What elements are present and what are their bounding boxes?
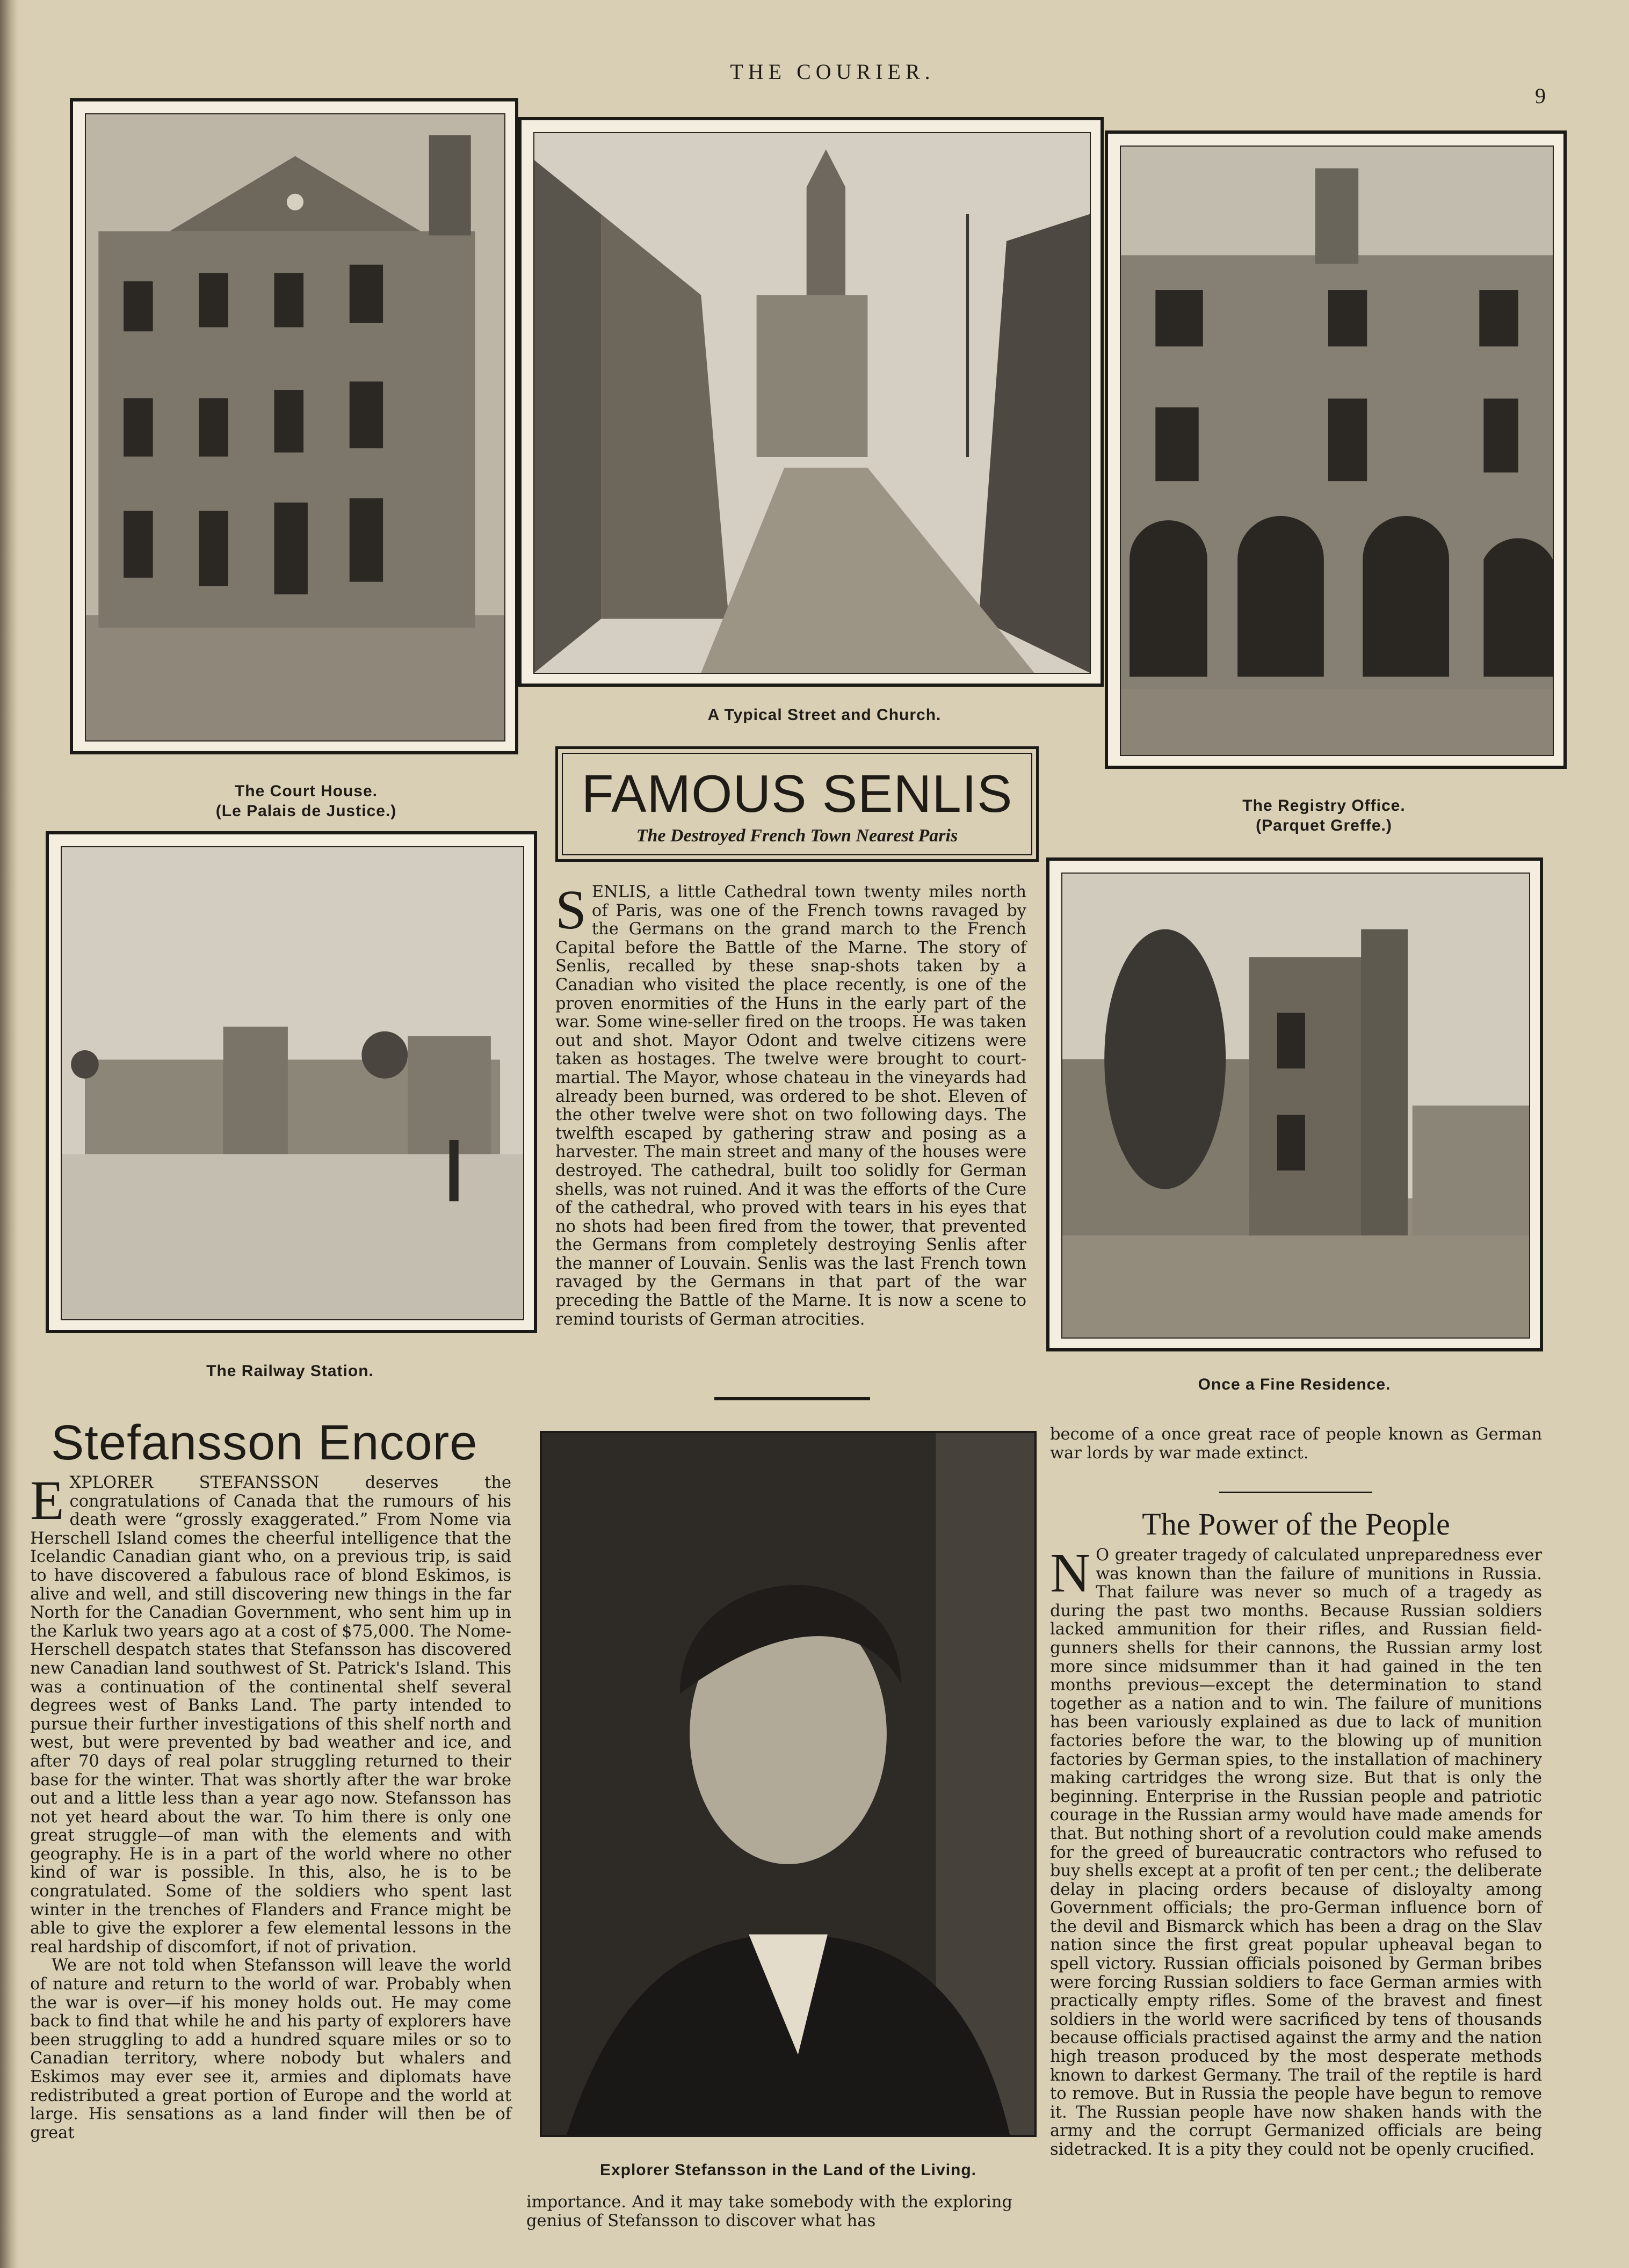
photo-registry-office [1105, 130, 1567, 769]
photo-railway-station [46, 831, 537, 1333]
page-number: 9 [1535, 84, 1546, 108]
caption-court-house: The Court House. (Le Palais de Justice.) [215, 782, 397, 820]
stefansson-article: EXPLORER STEFANSSON deserves the congratulations of Canada that the rumours of his death were “grossly exaggerated.” From Nome via Herschell Island comes the cheerful intelligence that the Icelandic Canadian giant who, on a previous trip, is said to have discovered a fabulous race of blond Eskimos, is alive and well, and still discovering new things in the far North for the Canadian Government, who sent him up in the Karluk two years ago at a cost of $75,000. The Nome-Herschell despatch states that Stefansson has discovered new Canadian land southwest of St. Patrick's Island. This was a continuation of the continental shelf several degrees west of Banks Land. The party intended to pursue their further investigations of this shelf north and west, but were prevented by bad weather and ice, and after 70 days of real polar struggling returned to their base for the winter. That was shortly after the war broke out and a little less than a year ago now. Stefansson has not yet heard about the war. To him there is only one great struggle—of man with the elements and with geography. He is in a part of the world where no other kind of war is possible. In this, also, he is to be congratulated. Some of the soldiers who spent last winter in the trenches of Flanders and France might be able to give the explorer a few elemental lessons in the real hardship of discomfort, if not of privation. We are not told when Stefansson will leave the world of nature and return to the world of war. Probably when the war is over—if his money holds out. He may come back to find that while he and his party of explorers have been struggling to add a hundred square miles or so to Canadian territory, where nobody but whalers and Eskimos may ever see it, armies and diplomats have redistributed a great portion of Europe and the world at large. His sensations as a land finder will then be of great [30, 1470, 511, 2142]
photo-stefansson [540, 1431, 1037, 2137]
caption-stefansson: Explorer Stefansson in the Land of the Living. [599, 2161, 977, 2179]
senlis-subhead: The Destroyed French Town Nearest Paris [636, 826, 958, 846]
senlis-title-box [555, 746, 1039, 862]
caption-railway-station: The Railway Station. [206, 1362, 374, 1380]
photo-court-house [70, 98, 518, 754]
caption-fine-residence: Once a Fine Residence. [1198, 1376, 1391, 1393]
power-headline: The Power of the People [1142, 1507, 1450, 1542]
street-church-image [534, 133, 1090, 673]
railway-station-image [62, 847, 523, 1319]
power-dropcap: N [1050, 1542, 1091, 1604]
stefansson-dropcap: E [30, 1470, 64, 1531]
binding-gutter [0, 0, 18, 2268]
registry-office-image [1121, 147, 1553, 755]
caption-street-church: A Typical Street and Church. [707, 706, 942, 724]
stefansson-continued: importance. And it may take somebody with the exploring genius of Stefansson to discover what has [526, 2193, 1012, 2230]
photo-fine-residence [1046, 857, 1543, 1351]
photo-street-church [518, 117, 1104, 687]
senlis-headline: FAMOUS SENLIS [581, 764, 1013, 823]
stefansson-portrait-image [542, 1433, 1034, 2135]
fine-residence-image [1062, 874, 1529, 1337]
senlis-dropcap: S [555, 879, 587, 941]
stefansson-continued-col3: become of a once great race of people known as German war lords by war made extinct. [1050, 1425, 1542, 1463]
court-house-image [86, 114, 504, 740]
section-rule [714, 1397, 870, 1400]
caption-registry-office: The Registry Office. (Parquet Greffe.) [1242, 797, 1406, 834]
stefansson-headline: Stefansson Encore [51, 1415, 478, 1470]
column-rule [1219, 1492, 1372, 1493]
power-article: N O greater tragedy of calculated unpreparedness ever was known than the failure of munitions in Russia. That failure was never so much of a tragedy as during the past two months. Because Russian soldiers lacked ammunition for their rifles, and Russian field-gunners shells for their cannons, the Russian army lost more since midsummer than it had gained in the ten months previous—except the determination to stand together as a nation and to win. The failure of munitions has been variously explained as due to lack of munition factories before the war, to the blowing up of munition factories by German spies, to the installation of machinery making cartridges the wrong size. But that is only the beginning. Enterprise in the Russian people and patriotic courage in the Russian army would have made amends for that. But nothing short of a revolution could make amends for the greed of bureaucratic contractors who refused to buy shells except at a profit of ten per cent.; the deliberate delay in placing orders because of disloyalty among Government officials; the pro-German influence born of the devil and Bismarck which has been a drag on the Slav nation since the first great popular upheaval began to spell victory. Russian officials poisoned by German bribes were forcing Russian soldiers to face German armies with practically empty rifles. Some of the bravest and finest soldiers in the world were sacrificed by tens of thousands because officials practised against the army and the nation high treason produced by the most desperate methods known to darkest Germany. The trail of the reptile is hard to remove. But in Russia the people have begun to remove it. The Russian people have now shaken hands with the army and the corrupt Germanized officials are being sidetracked. It is a pity they could not be openly crucified. [1050, 1542, 1542, 2159]
senlis-article: SENLIS, a little Cathedral town twenty miles north of Paris, was one of the French towns ravaged by the Germans on the grand march to the French Capital before the Battle of the Marne. The story of Senlis, recalled by these snap-shots taken by a Canadian who visited the place recently, is one of the proven enormities of the Huns in the early part of the war. Some wine-seller fired on the troops. He was taken out and shot. Mayor Odont and twelve citizens were taken as hostages. The twelve were brought to court-martial. The Mayor, whose chateau in the vineyards had already been burned, was ordered to be shot. Eleven of the other twelve were shot on two following days. The twelfth escaped by gathering straw and posing as a harvester. The main street and many of the houses were destroyed. The cathedral, built too solidly for German shells, was not ruined. And it was the efforts of the Cure of the cathedral, who proved with tears in his eyes that no shots had been fired from the tower, that prevented the Germans from completely destroying Senlis after the manner of Louvain. Senlis was the last French town ravaged by the Germans in that part of the war preceding the Battle of the Marne. It is now a scene to remind tourists of German atrocities. [555, 879, 1026, 1329]
running-head: THE COURIER. [730, 60, 935, 84]
